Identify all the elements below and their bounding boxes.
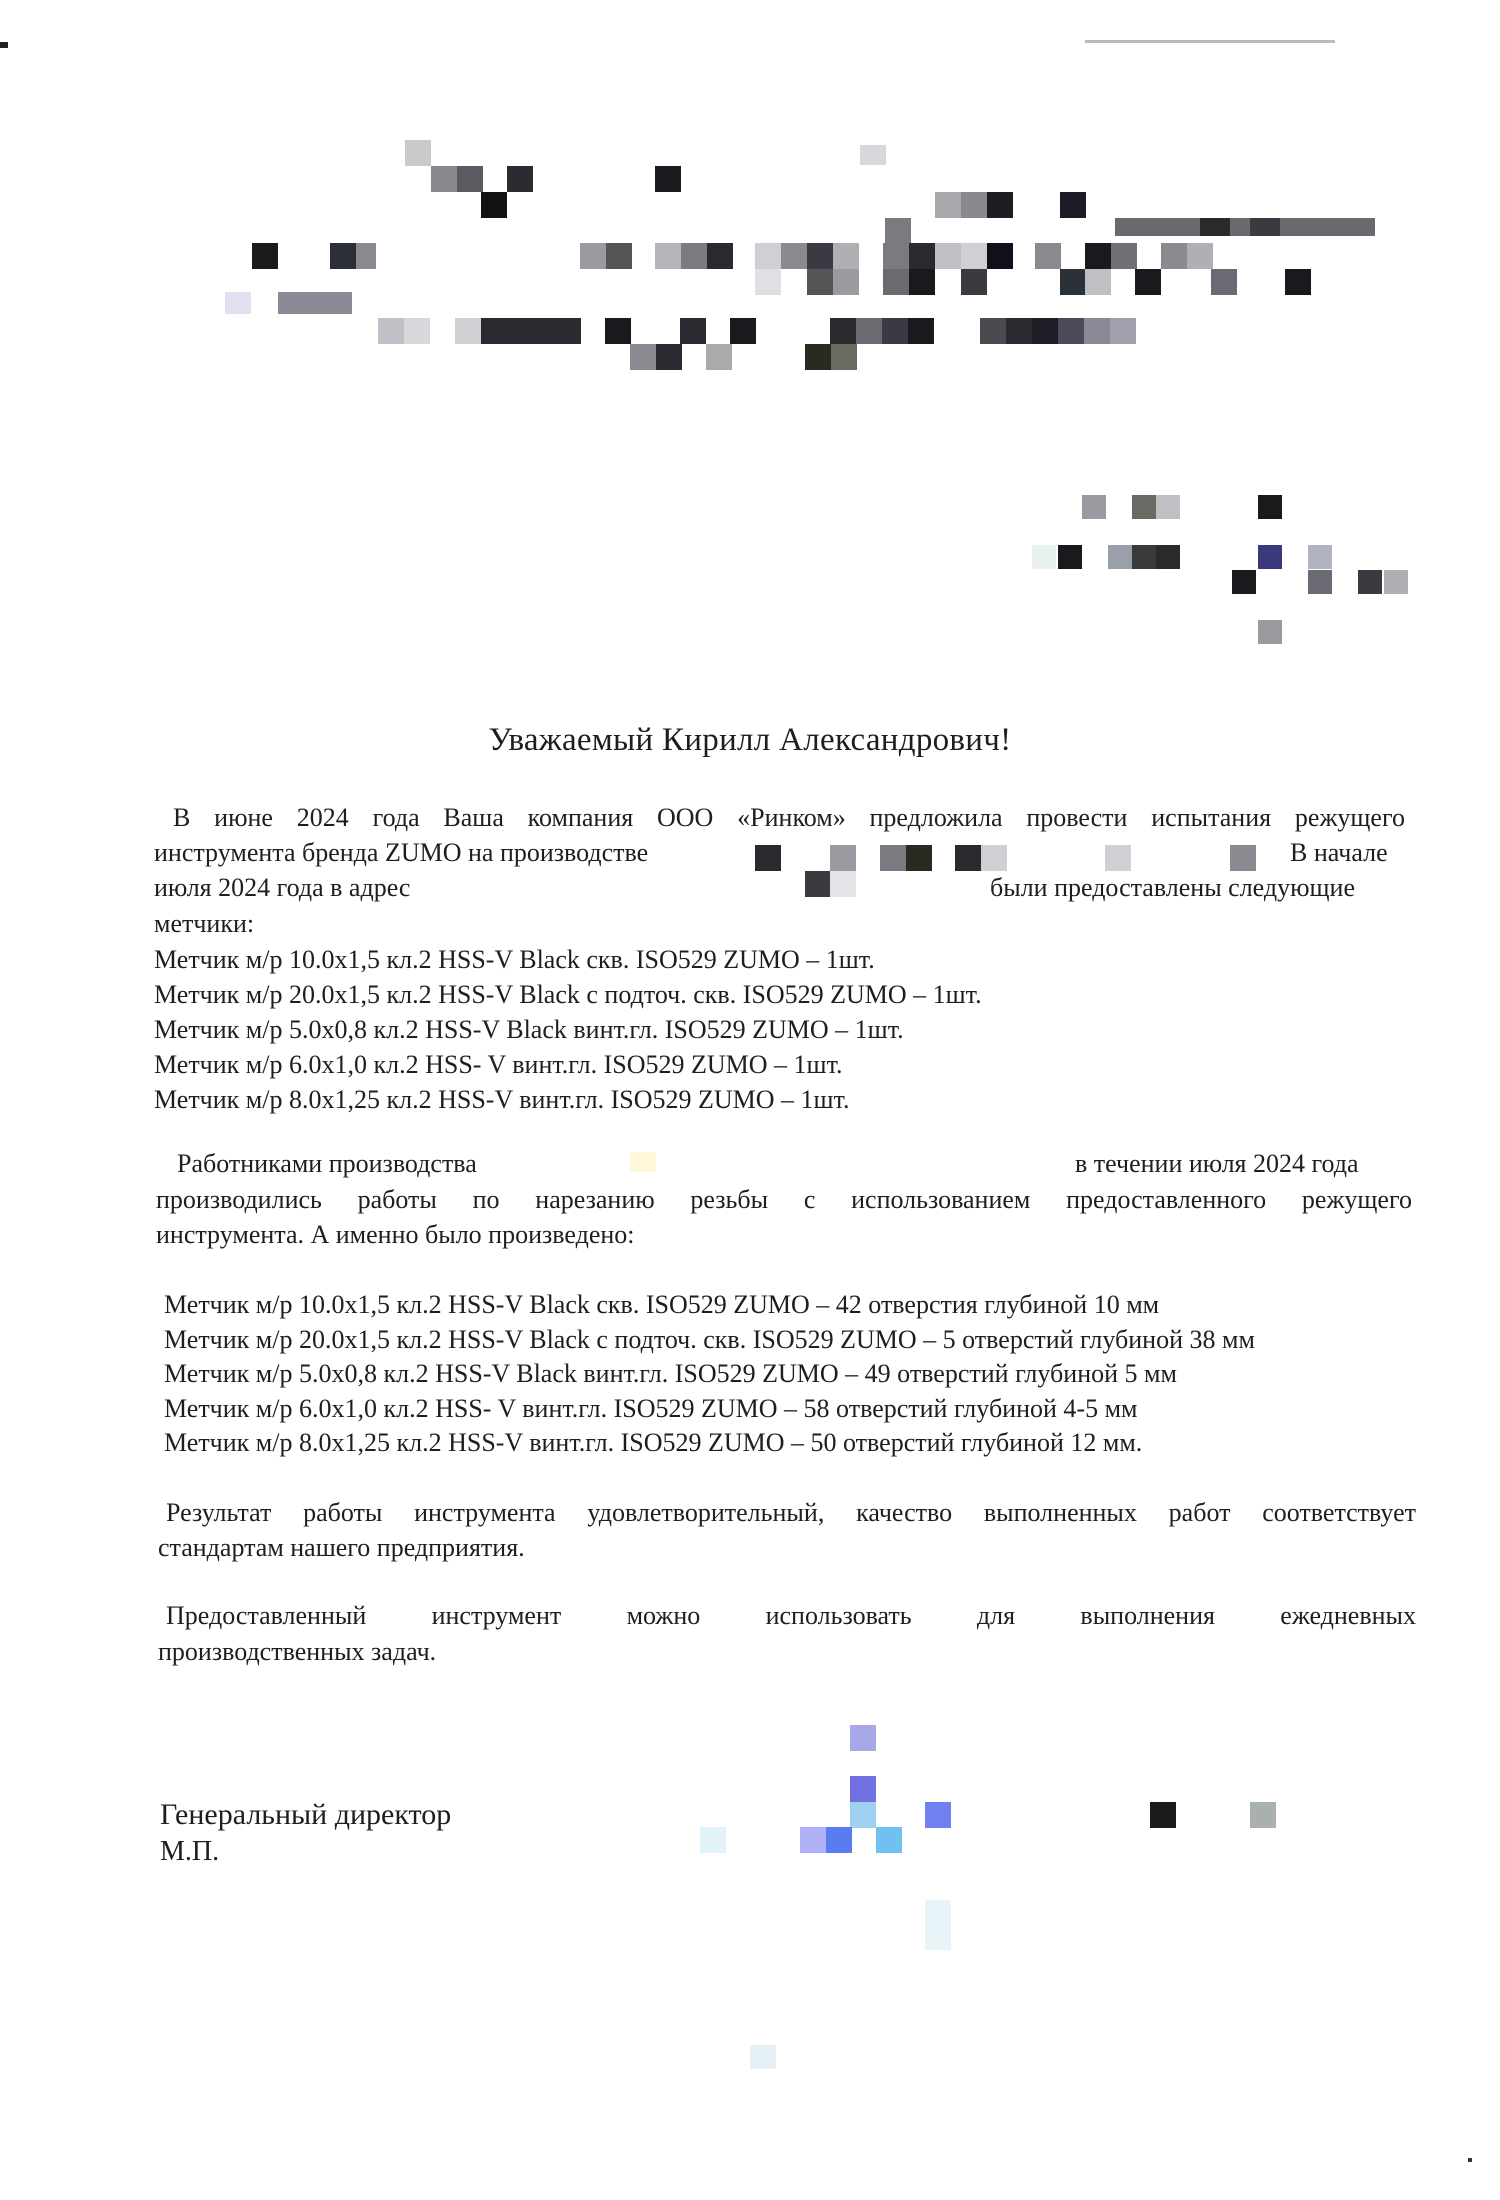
- intro-line-3-left: июля 2024 года в адрес: [154, 873, 411, 902]
- addressee-redaction: [1032, 495, 1408, 644]
- work-line-1-right: в течении июля 2024 года: [1075, 1149, 1359, 1178]
- usage-line-1: [166, 1598, 1416, 1633]
- work-line-2-text: производились работы по нарезанию резьбы с использованием предоставленного режущего: [156, 1185, 1412, 1214]
- list-item: Метчик м/р 20.0x1,5 кл.2 HSS-V Black с подточ. скв. ISO529 ZUMO – 1шт.: [154, 980, 982, 1009]
- letterhead-redaction: [225, 140, 1375, 370]
- intro-line-1-text: В июне 2024 года Ваша компания ООО «Ринком» предложила провести испытания режущего: [173, 803, 1405, 832]
- list-item: Метчик м/р 10.0x1,5 кл.2 HSS-V Black скв. ISO529 ZUMO – 1шт.: [154, 945, 875, 974]
- list-item: Метчик м/р 8.0x1,25 кл.2 HSS-V винт.гл. ISO529 ZUMO – 1шт.: [154, 1085, 850, 1114]
- intro-line-4: метчики:: [154, 909, 255, 938]
- list-item: Метчик м/р 8.0x1,25 кл.2 HSS-V винт.гл. ISO529 ZUMO – 50 отверстий глубиной 12 мм.: [164, 1428, 1143, 1457]
- provided-taps-list: [154, 942, 982, 1117]
- intro-line-3-right: были предоставлены следующие: [990, 873, 1356, 902]
- list-item: Метчик м/р 6.0x1,0 кл.2 HSS- V винт.гл. ISO529 ZUMO – 1шт.: [154, 1050, 843, 1079]
- signature-stamp-redaction: [700, 1725, 1276, 2069]
- list-item: Метчик м/р 5.0x0,8 кл.2 HSS-V Black винт.гл. ISO529 ZUMO – 1шт.: [154, 1015, 904, 1044]
- work-line-2: [156, 1182, 1412, 1217]
- list-item: Метчик м/р 10.0x1,5 кл.2 HSS-V Black скв. ISO529 ZUMO – 42 отверстия глубиной 10 мм: [164, 1290, 1160, 1319]
- work-line-1-left: Работниками производства: [177, 1149, 477, 1178]
- list-item: Метчик м/р 20.0x1,5 кл.2 HSS-V Black с подточ. скв. ISO529 ZUMO – 5 отверстий глубиной 38 мм: [164, 1324, 1255, 1354]
- results-taps-list: [164, 1288, 1255, 1461]
- result-line-1-text: Результат работы инструмента удовлетворительный, качество выполненных работ соответствует: [166, 1498, 1416, 1527]
- signatory-position: Генеральный директор: [160, 1798, 452, 1831]
- usage-line-2: производственных задач.: [158, 1637, 437, 1666]
- intro-line-1: [173, 800, 1405, 835]
- stamp-place-label: М.П.: [160, 1836, 220, 1867]
- list-item: Метчик м/р 6.0x1,0 кл.2 HSS- V винт.гл. ISO529 ZUMO – 58 отверстий глубиной 4-5 мм: [164, 1393, 1138, 1423]
- result-line-2: стандартам нашего предприятия.: [158, 1533, 525, 1562]
- list-item: Метчик м/р 5.0x0,8 кл.2 HSS-V Black винт.гл. ISO529 ZUMO – 49 отверстий глубиной 5 мм: [164, 1359, 1177, 1388]
- work-line-3: инструмента. А именно было произведено:: [156, 1220, 635, 1249]
- intro-line-2-right: В начале: [1290, 838, 1388, 867]
- usage-line-1-text: Предоставленный инструмент можно использовать для выполнения ежедневных: [166, 1601, 1416, 1630]
- intro-line-2-left: инструмента бренда ZUMO на производстве: [154, 838, 649, 867]
- greeting-heading: Уважаемый Кирилл Александрович!: [488, 722, 1012, 758]
- result-line-1: [166, 1495, 1416, 1530]
